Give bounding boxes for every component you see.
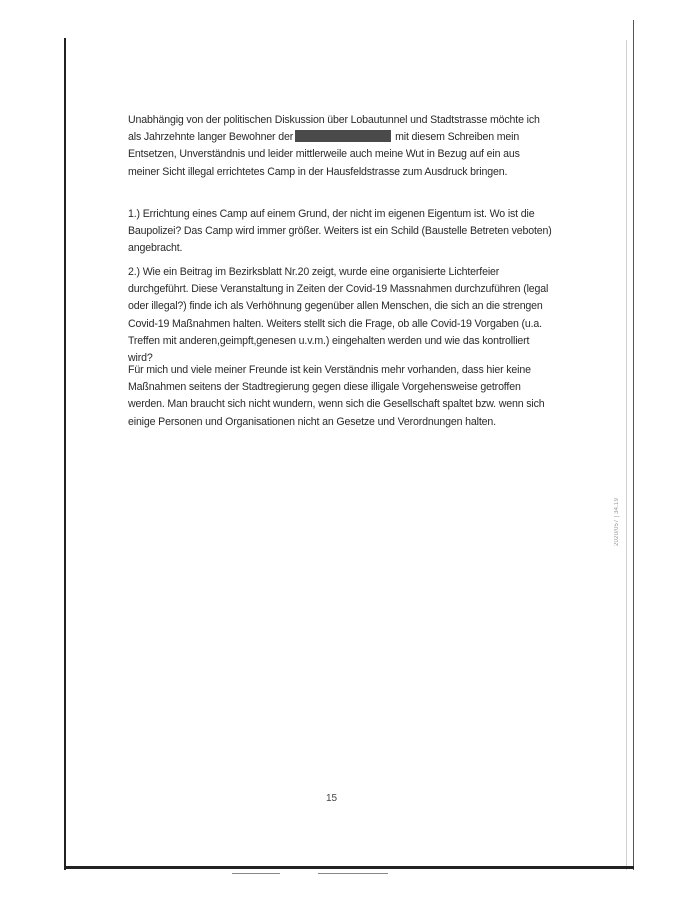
text-line: 2.) Wie ein Beitrag im Bezirksblatt Nr.20 zeigt, wurde eine organisierte Lichterfeier: [128, 266, 500, 278]
text-line: 1.) Errichtung eines Camp auf einem Grund, der nicht im eigenen Eigentum ist. Wo ist die: [128, 208, 535, 220]
text-line: Covid-19 Maßnahmen halten. Weiters stellt sich die Frage, ob alle Covid-19 Vorgaben (u.a.: [128, 317, 542, 330]
text-fragment: als Jahrzehnte langer Bewohner der: [128, 131, 294, 144]
paragraph-conclusion: [128, 362, 568, 431]
page-number: 15: [326, 793, 338, 804]
scan-bottom-noise: [318, 873, 388, 874]
text-line: durchgeführt. Diese Veranstaltung in Zeiten der Covid-19 Massnahmen durchzuführen (legal: [128, 283, 549, 296]
text-line: Unabhängig von der politischen Diskussion über Lobautunnel und Stadtstrasse möchte ich: [128, 114, 540, 126]
text-line: oder illegal?) finde ich als Verhöhnung gegenüber allen Menschen, die sich an die strengen: [128, 300, 543, 313]
text-fragment: mit diesem Schreiben mein: [395, 131, 520, 144]
text-line: Maßnahmen seitens der Stadtregierung gegen diese illigale Vorgehensweise getroffen: [128, 381, 521, 394]
scan-left-edge: [64, 38, 66, 870]
margin-stamp: 2020/057 | 34.19: [614, 497, 620, 546]
text-line: Für mich und viele meiner Freunde ist kein Verständnis mehr vorhanden, dass hier keine: [128, 364, 531, 376]
scan-right-edge: [626, 40, 627, 870]
text-line: Entsetzen, Unverständnis und leider mittlerweile auch meine Wut in Bezug auf ein aus: [128, 148, 520, 161]
redaction-block: [295, 130, 391, 142]
scan-bottom-noise: [232, 873, 280, 874]
text-line: Baupolizei? Das Camp wird immer größer. Weiters ist ein Schild (Baustelle Betreten veboten): [128, 225, 552, 238]
paragraph-point-2: [128, 264, 568, 367]
paragraph-intro: [128, 112, 568, 181]
text-line: angebracht.: [128, 242, 183, 255]
text-line: werden. Man braucht sich nicht wundern, wenn sich die Gesellschaft spaltet bzw. wenn sich: [128, 398, 545, 411]
scan-right-shadow: [633, 20, 634, 870]
paragraph-point-1: [128, 206, 568, 258]
text-line: Treffen mit anderen,geimpft,genesen u.v.m.) eingehalten werden und wie das kontrolliert: [128, 334, 530, 347]
text-line-with-redaction: [128, 129, 568, 146]
text-line: einige Personen und Organisationen nicht an Gesetze und Verordnungen halten.: [128, 415, 496, 428]
text-line: wird?: [128, 352, 153, 365]
scan-bottom-edge: [64, 866, 634, 869]
text-line: meiner Sicht illegal errichtetes Camp in der Hausfeldstrasse zum Ausdruck bringen.: [128, 165, 508, 178]
